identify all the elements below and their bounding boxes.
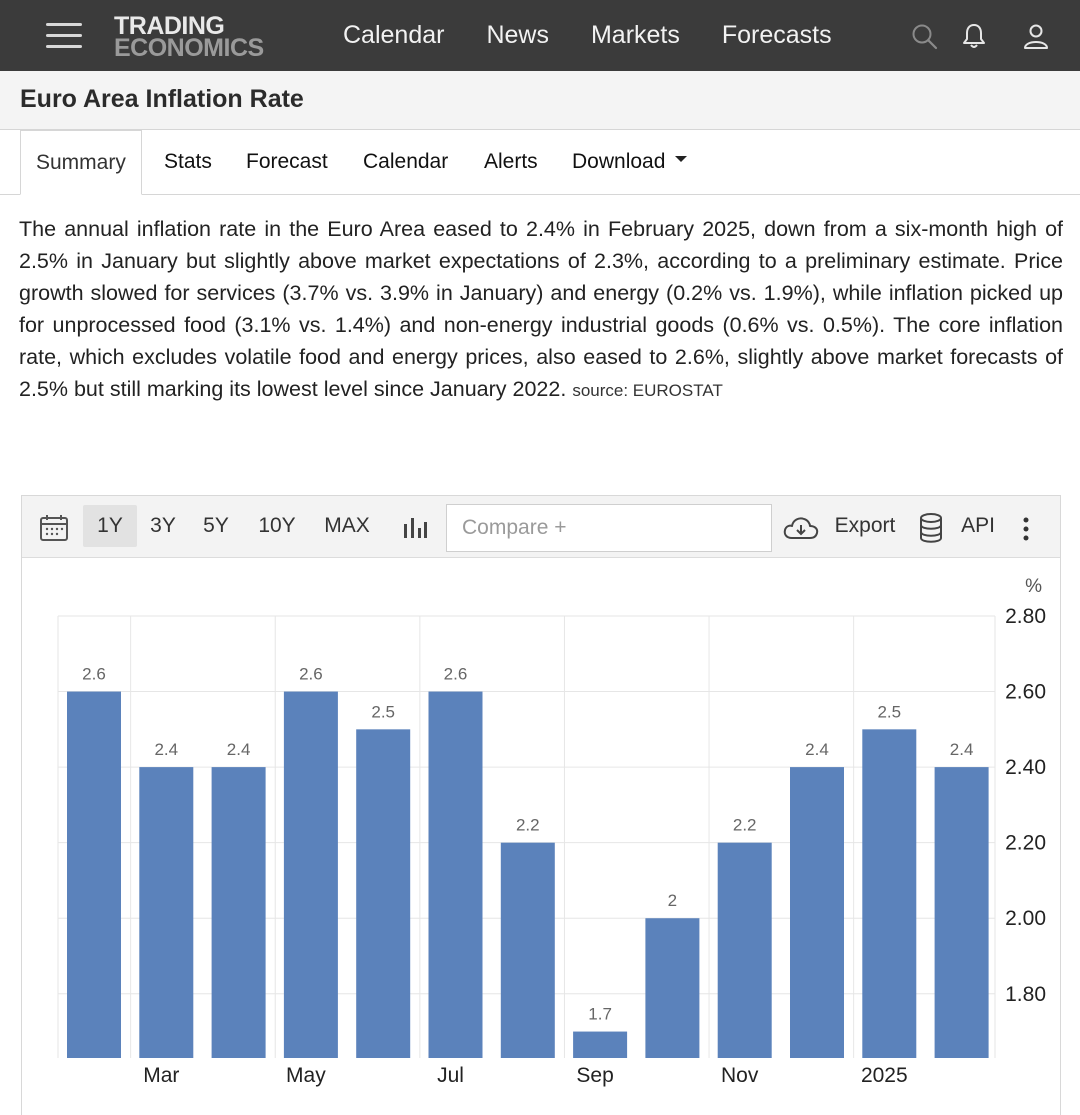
chart-panel xyxy=(21,495,1061,1115)
calendar-icon[interactable] xyxy=(39,513,69,543)
tab-download-label: Download xyxy=(572,150,666,173)
description-text: The annual inflation rate in the Euro Area eased to 2.4% in February 2025, down from a six-month high of 2.5% in January but slightly above market expectations of 2.3%, according to a preliminary estimate. Price growth slowed for services (3.7% vs. 3.9% in January) and energy (0.2% vs. 1.9%), while inflation picked up for unprocessed food (3.1% vs. 1.4%) and non-energy industrial goods (0.6% vs. 0.5%). The core inflation rate, which excludes volatile food and energy prices, also eased to 2.6%, slightly above market forecasts of 2.5% but still marking its lowest level since January 2022. xyxy=(19,217,1063,401)
logo-line-2: ECONOMICS xyxy=(114,34,264,62)
y-tick-label: 2.80 xyxy=(1005,605,1046,628)
bar-value-label: 2.4 xyxy=(154,740,179,760)
y-tick-label: 2.40 xyxy=(1005,756,1046,780)
tab-stats[interactable]: Stats xyxy=(164,150,212,173)
range-5y-button[interactable]: 5Y xyxy=(203,514,229,537)
x-tick-label: May xyxy=(286,1064,326,1087)
bar-value-label: 2.6 xyxy=(443,664,468,684)
source-label: source: EUROSTAT xyxy=(572,381,723,400)
chevron-down-icon xyxy=(675,156,687,162)
nav-link-calendar[interactable]: Calendar xyxy=(343,21,445,49)
bar-value-label: 2.5 xyxy=(877,702,902,722)
bar-value-label: 2.4 xyxy=(949,740,974,760)
y-tick-label: 2.20 xyxy=(1005,831,1046,855)
range-max-button[interactable]: MAX xyxy=(324,514,370,537)
bar-value-label: 2.6 xyxy=(299,664,323,684)
y-axis-unit-label: % xyxy=(1025,576,1042,597)
nav-link-markets[interactable]: Markets xyxy=(590,21,680,49)
x-tick-label: Sep xyxy=(576,1064,614,1087)
bar-value-label: 2.4 xyxy=(805,740,829,760)
more-options-icon[interactable] xyxy=(1020,516,1032,542)
range-10y-button[interactable]: 10Y xyxy=(258,514,296,537)
bar-value-label: 2 xyxy=(667,891,678,911)
logo-line-1: TRADING xyxy=(114,12,225,40)
api-button[interactable]: API xyxy=(961,514,995,537)
chart-toolbar xyxy=(22,496,1060,558)
bar-value-label: 2.5 xyxy=(371,702,396,722)
range-3y-button[interactable]: 3Y xyxy=(150,514,176,537)
chart-type-icon[interactable] xyxy=(402,516,428,540)
bar-value-label: 2.4 xyxy=(226,740,251,760)
tab-alerts[interactable]: Alerts xyxy=(484,150,538,173)
top-navigation-bar xyxy=(0,0,1080,71)
x-tick-label: 2025 xyxy=(860,1064,908,1087)
tab-summary[interactable]: Summary xyxy=(20,130,142,195)
user-icon[interactable] xyxy=(1022,22,1050,50)
y-tick-label: 2.60 xyxy=(1005,680,1046,704)
y-tick-label: 2.00 xyxy=(1005,907,1046,931)
tab-download[interactable] xyxy=(572,130,687,195)
cloud-download-icon[interactable] xyxy=(782,514,820,542)
main-nav-links xyxy=(322,0,853,71)
bell-icon[interactable] xyxy=(960,22,988,50)
x-tick-label: Jul xyxy=(437,1064,464,1087)
tab-forecast[interactable]: Forecast xyxy=(246,150,328,173)
search-icon[interactable] xyxy=(910,22,938,50)
range-1y-button[interactable]: 1Y xyxy=(83,505,137,547)
nav-link-forecasts[interactable]: Forecasts xyxy=(721,21,832,49)
export-button[interactable]: Export xyxy=(834,514,896,537)
nav-link-news[interactable]: News xyxy=(486,21,549,49)
x-tick-label: Nov xyxy=(721,1064,759,1087)
title-bar xyxy=(0,71,1080,130)
site-logo[interactable] xyxy=(114,12,264,62)
compare-input[interactable] xyxy=(446,504,772,552)
bar-value-label: 2.2 xyxy=(515,815,540,835)
bar-value-label: 2.6 xyxy=(82,664,106,684)
summary-description xyxy=(19,213,1063,407)
page-title: Euro Area Inflation Rate xyxy=(20,85,304,113)
section-tabs xyxy=(0,130,1080,195)
database-icon[interactable] xyxy=(918,512,944,544)
bar-value-label: 1.7 xyxy=(588,1004,612,1024)
y-tick-label: 1.80 xyxy=(1005,982,1046,1006)
bar-value-label: 2.2 xyxy=(732,815,757,835)
tab-calendar[interactable]: Calendar xyxy=(363,150,449,173)
x-tick-label: Mar xyxy=(143,1064,180,1087)
menu-icon[interactable] xyxy=(46,23,82,49)
